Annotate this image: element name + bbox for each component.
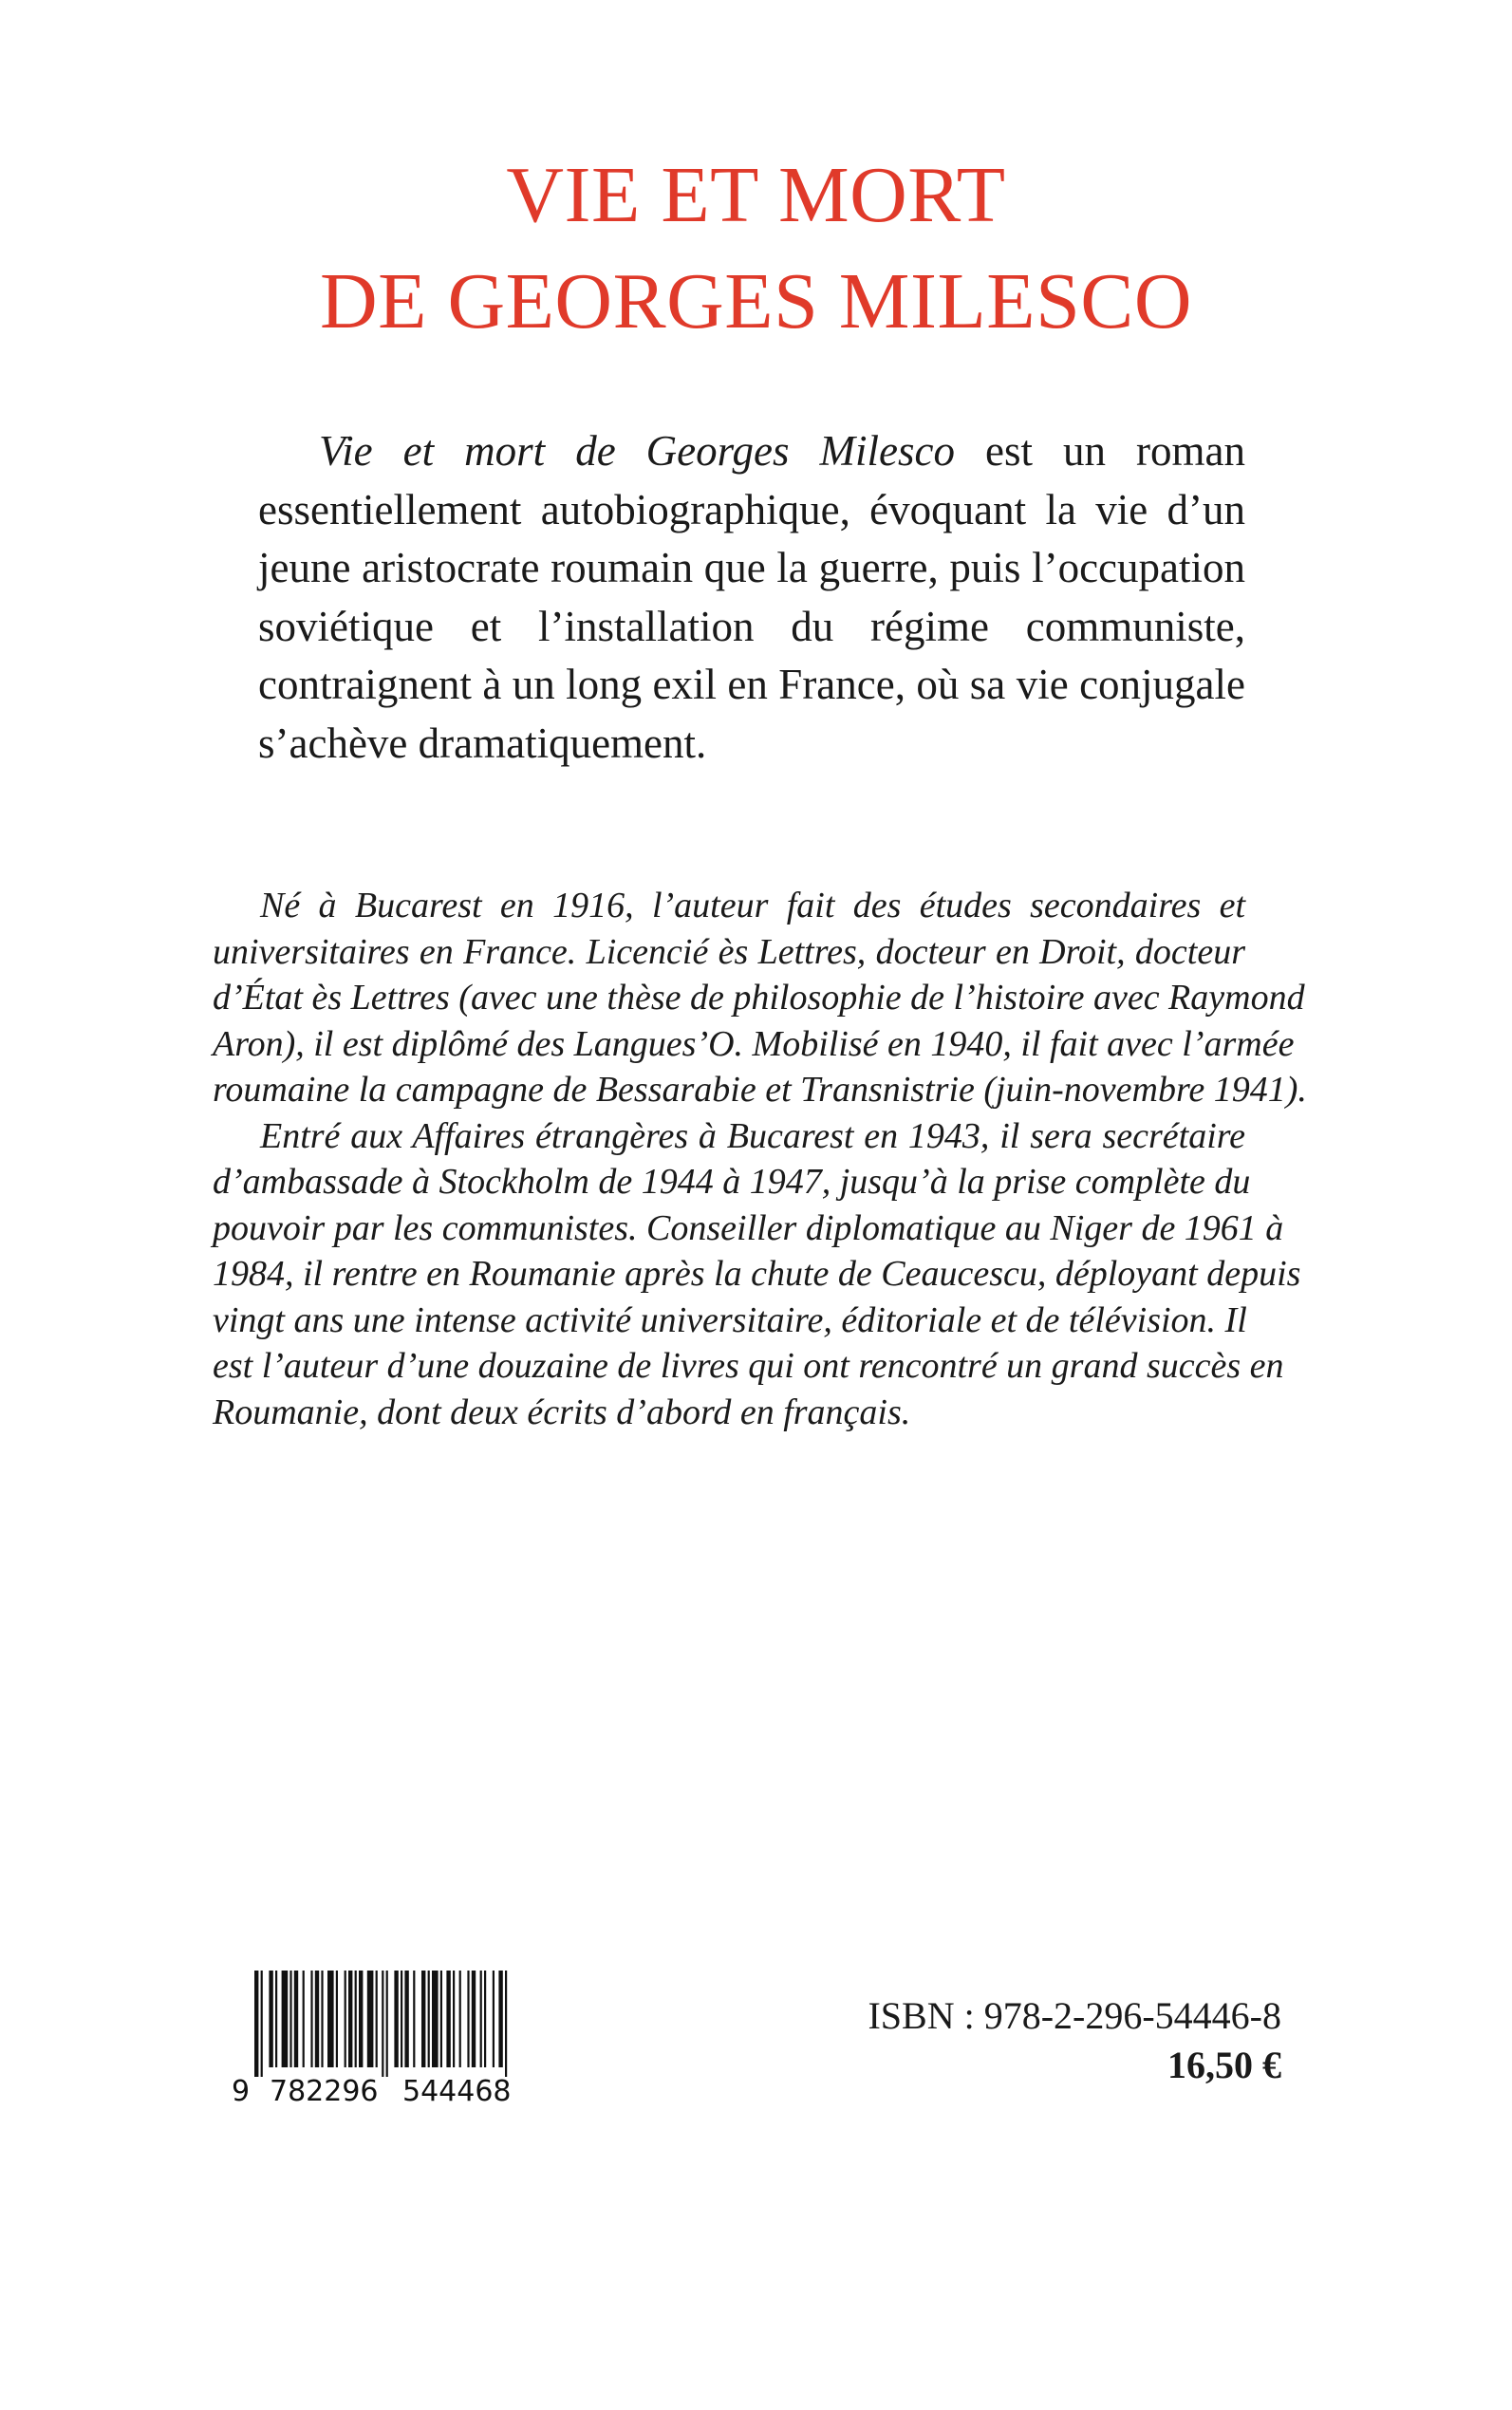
summary-line: [258, 422, 1245, 481]
barcode-bar: [401, 1971, 402, 2067]
barcode-bar: [254, 1971, 258, 2077]
barcode-bar: [386, 1971, 388, 2077]
barcode-bar: [289, 1971, 291, 2067]
bio-line: Roumanie, dont deux écrits d’abord en français.: [213, 1392, 911, 1432]
barcode-bar: [303, 1971, 305, 2067]
bio-line: universitaires en France. Licencié ès Lettres, docteur en Droit, docteur: [213, 931, 1245, 972]
summary-title-italic: Vie et mort de Georges Milesco: [319, 427, 955, 475]
barcode-bar: [336, 1971, 338, 2067]
bio-line: d’ambassade à Stockholm de 1944 à 1947, jusqu’à la prise complète du: [213, 1162, 1251, 1202]
barcode-bar: [505, 1971, 507, 2077]
barcode-left-digits: 782296: [270, 2075, 379, 2103]
price: 16,50 €: [1167, 2044, 1281, 2086]
barcode-bar: [310, 1971, 312, 2067]
summary-line: s’achève dramatiquement.: [258, 719, 707, 767]
barcode-bar: [404, 1971, 408, 2067]
barcode-bar: [315, 1971, 319, 2067]
barcode-bar: [367, 1971, 374, 2067]
barcode-right-digits: 544468: [402, 2075, 512, 2103]
barcode-bar: [382, 1971, 383, 2077]
barcode-bar: [413, 1971, 415, 2067]
summary-line: essentiellement autobiographique, évoquant la vie d’un: [258, 485, 1245, 533]
barcode-bar: [428, 1971, 430, 2067]
barcode-bar: [453, 1971, 455, 2067]
barcode: [232, 1971, 543, 2103]
book-title-line-1: VIE ET MORT: [506, 151, 1006, 239]
barcode-bar: [345, 1971, 346, 2067]
bio-line: vingt ans une intense activité universitaire, éditoriale et de télévision. Il: [213, 1299, 1247, 1340]
summary-line: soviétique et l’installation du régime communiste,: [258, 602, 1245, 650]
barcode-bar: [275, 1971, 277, 2067]
bio-line: Aron), il est diplômé des Langues’O. Mobilisé en 1940, il fait avec l’armée: [213, 1023, 1295, 1064]
book-title-line-2: DE GEORGES MILESCO: [319, 257, 1192, 346]
barcode-bar: [421, 1971, 425, 2067]
barcode-bar: [348, 1971, 352, 2067]
barcode-bar: [480, 1971, 482, 2067]
summary-line-rest: est un roman: [954, 427, 1245, 475]
barcode-first-digit: 9: [232, 2075, 251, 2103]
barcode-bar: [327, 1971, 334, 2067]
barcode-bar: [472, 1971, 476, 2067]
barcode-bar: [282, 1971, 289, 2067]
barcode-bar: [359, 1971, 363, 2067]
summary-line: jeune aristocrate roumain que la guerre, puis l’occupation: [258, 544, 1245, 591]
barcode-bar: [493, 1971, 495, 2067]
barcode-bar: [440, 1971, 442, 2067]
summary-line: contraignent à un long exil en France, où sa vie conjugale: [258, 661, 1245, 708]
barcode-bar: [498, 1971, 502, 2067]
bio-line: est l’auteur d’une douzaine de livres qui ont rencontré un grand succès en: [213, 1346, 1284, 1386]
barcode-bar: [432, 1971, 439, 2067]
barcode-bar: [269, 1971, 272, 2067]
book-title: [0, 142, 1512, 355]
bio-line: Entré aux Affaires étrangères à Bucarest en 1943, il sera secrétaire: [260, 1115, 1245, 1156]
barcode-bars: [254, 1971, 507, 2077]
book-summary: [258, 422, 1245, 773]
bio-line: pouvoir par les communistes. Conseiller diplomatique au Niger de 1961 à: [213, 1207, 1284, 1248]
barcode-bar: [484, 1971, 486, 2067]
barcode-bar: [261, 1971, 263, 2077]
barcode-bar: [446, 1971, 450, 2067]
barcode-bar: [467, 1971, 469, 2067]
barcode-bar: [394, 1971, 398, 2067]
isbn-number: ISBN : 978-2-296-54446-8: [868, 1994, 1281, 2037]
barcode-bar: [321, 1971, 323, 2067]
author-biography: [213, 883, 1307, 1435]
barcode-bar: [376, 1971, 378, 2067]
bio-line: roumaine la campagne de Bessarabie et Transnistrie (juin-novembre 1941).: [213, 1070, 1307, 1110]
bio-line: 1984, il rentre en Roumanie après la chute de Ceaucescu, déployant depuis: [213, 1254, 1301, 1294]
barcode-bar: [294, 1971, 298, 2067]
barcode-bar: [355, 1971, 357, 2067]
barcode-bar: [459, 1971, 461, 2067]
barcode-graphic: [232, 1971, 543, 2103]
bio-line: Né à Bucarest en 1916, l’auteur fait des études secondaires et: [260, 886, 1245, 925]
bio-line: d’État ès Lettres (avec une thèse de philosophie de l’histoire avec Raymond: [213, 978, 1305, 1018]
